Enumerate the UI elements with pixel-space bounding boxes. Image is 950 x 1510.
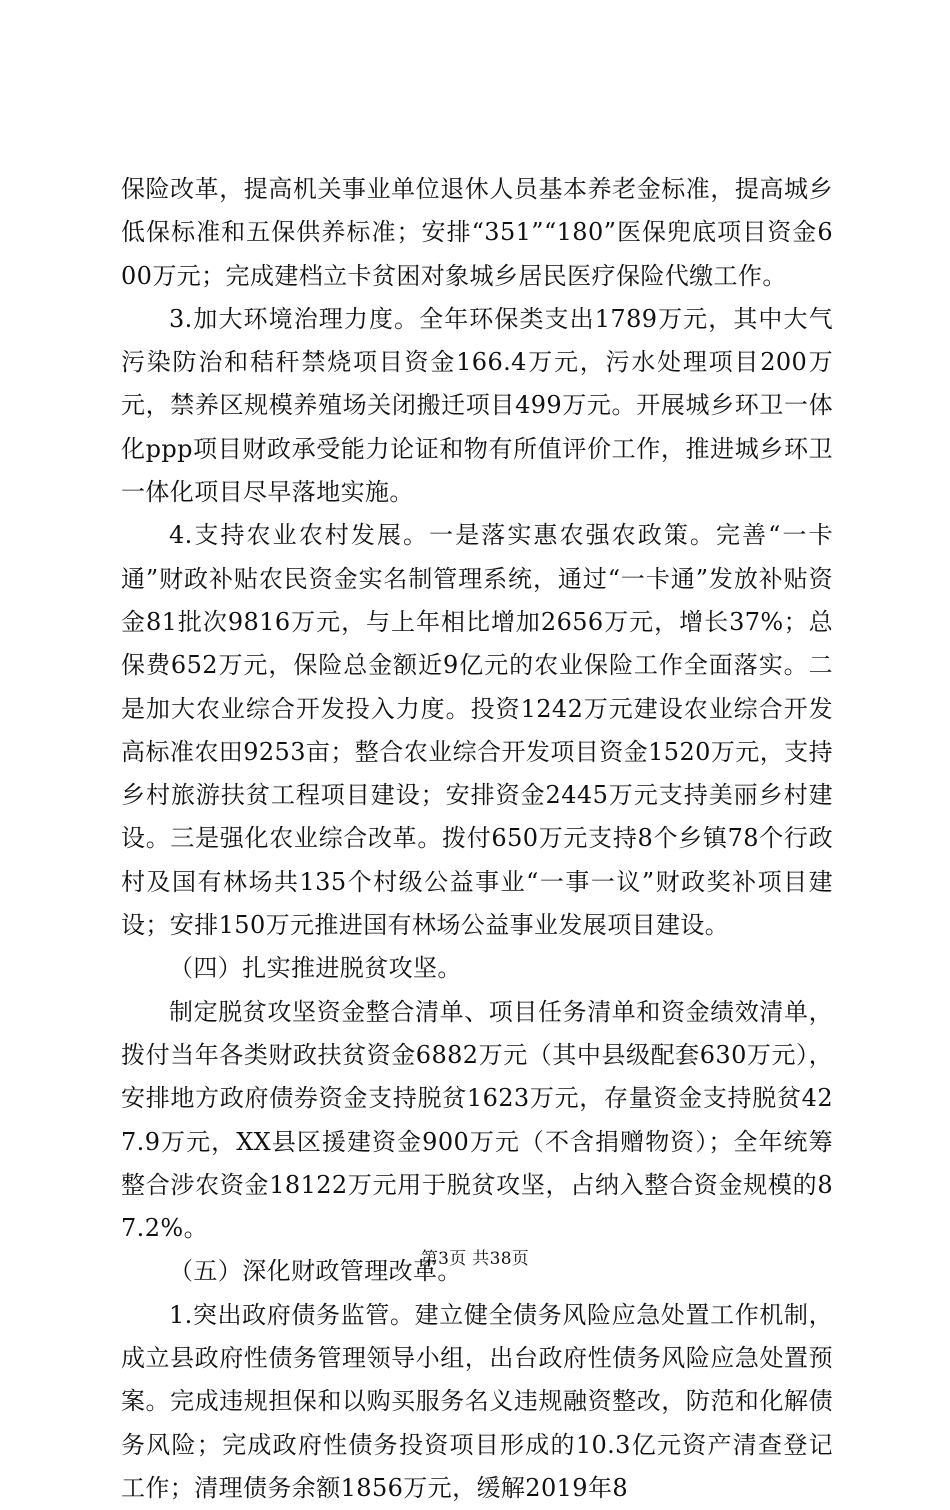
paragraph-environment: 3.加大环境治理力度。全年环保类支出1789万元，其中大气污染防治和秸秆禁烧项目资金166.4万元，污水处理项目200万元，禁养区规模养殖场关闭搬迁项目499万元。开展城乡环卫一体化ppp项目财政承受能力论证和物有所值评价工作，推进城乡环卫一体化项目尽早落地实施。 (121, 304, 833, 507)
paragraph-poverty: 制定脱贫攻坚资金整合清单、项目任务清单和资金绩效清单，拨付当年各类财政扶贫资金6882万元（其中县级配套630万元），安排地方政府债券资金支持脱贫1623万元，存量资金支持脱贫427.9万元，XX县区援建资金900万元（不含捐赠物资）；全年统筹整合涉农资金18122万元用于脱贫攻坚，占纳入整合资金规模的87.2%。 (121, 997, 833, 1243)
paragraph-social-insurance: 保险改革，提高机关事业单位退休人员基本养老金标准，提高城乡低保标准和五保供养标准；安排“351”“180”医保兜底项目资金600万元；完成建档立卡贫困对象城乡居民医疗保险代缴工作。 (121, 175, 833, 290)
document-body (121, 168, 833, 1510)
page-footer: 第3页 共38页 (420, 1249, 530, 1269)
section-heading-poverty: （四）扎实推进脱贫攻坚。 (169, 954, 462, 983)
paragraph-agriculture: 4.支持农业农村发展。一是落实惠农强农政策。完善“一卡通”财政补贴农民资金实名制管理系统，通过“一卡通”发放补贴资金81批次9816万元，与上年相比增加2656万元，增长37%；总保费652万元，保险总金额近9亿元的农业保险工作全面落实。二是加大农业综合开发投入力度。投资1242万元建设农业综合开发高标准农田9253亩；整合农业综合开发项目资金1520万元，支持乡村旅游扶贫工程项目建设；安排资金2445万元支持美丽乡村建设。三是强化农业综合改革。拨付650万元支持8个乡镇78个行政村及国有林场共135个村级公益事业“一事一议”财政奖补项目建设；安排150万元推进国有林场公益事业发展项目建设。 (121, 521, 833, 940)
paragraph-debt: 1.突出政府债务监管。建立健全债务风险应急处置工作机制，成立县政府性债务管理领导小组，出台政府性债务风险应急处置预案。完成违规担保和以购买服务名义违规融资整改，防范和化解债务风险；完成政府性债务投资项目形成的10.3亿元资产清查登记工作；清理债务余额1856万元，缓解2019年8 (121, 1300, 833, 1502)
section-heading-reform: （五）深化财政管理改革。 (169, 1257, 462, 1286)
